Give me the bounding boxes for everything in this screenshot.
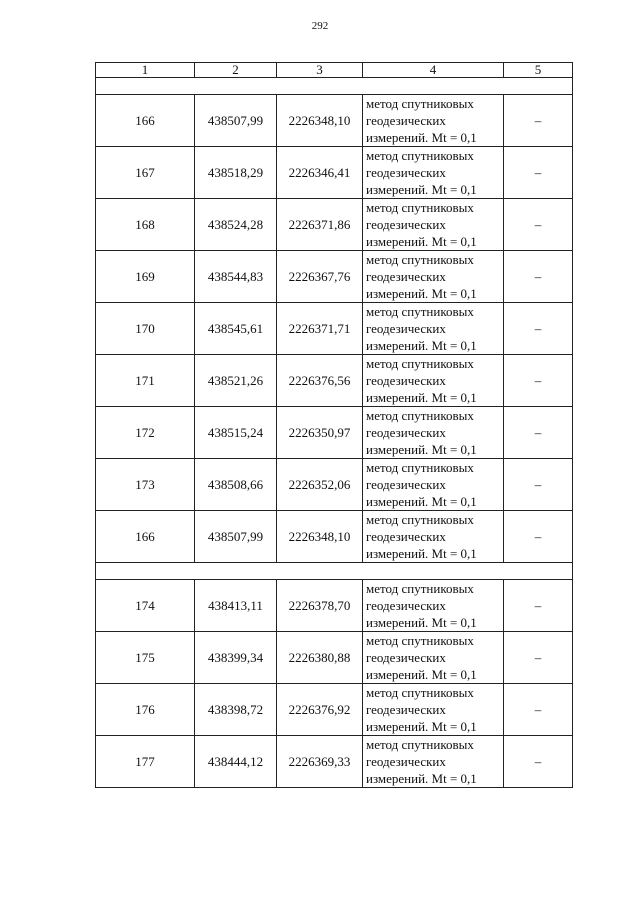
method-text-line: измерений. Mt = 0,1	[366, 442, 477, 457]
coordinate-x-cell: 438507,99	[195, 511, 277, 563]
method-cell	[363, 147, 504, 199]
coordinate-y-cell: 2226380,88	[277, 632, 363, 684]
method-text-line: метод спутниковых	[366, 148, 474, 163]
coordinate-y-cell: 2226367,76	[277, 251, 363, 303]
method-text-line: геодезических	[366, 373, 446, 388]
coordinate-x-cell: 438398,72	[195, 684, 277, 736]
table-row	[96, 407, 573, 459]
note-cell: –	[504, 95, 573, 147]
coordinate-y-cell: 2226371,86	[277, 199, 363, 251]
method-text-line: измерений. Mt = 0,1	[366, 615, 477, 630]
method-text-line: геодезических	[366, 321, 446, 336]
method-text-line: измерений. Mt = 0,1	[366, 130, 477, 145]
method-text-line: измерений. Mt = 0,1	[366, 338, 477, 353]
coordinate-x-cell: 438507,99	[195, 95, 277, 147]
note-cell: –	[504, 684, 573, 736]
note-cell: –	[504, 355, 573, 407]
method-text-line: геодезических	[366, 598, 446, 613]
table-row	[96, 199, 573, 251]
method-cell	[363, 459, 504, 511]
method-text-line: геодезических	[366, 529, 446, 544]
method-text-line: метод спутниковых	[366, 737, 474, 752]
coordinate-y-cell: 2226378,70	[277, 580, 363, 632]
coordinate-y-cell: 2226352,06	[277, 459, 363, 511]
coordinate-x-cell: 438413,11	[195, 580, 277, 632]
coordinate-y-cell: 2226346,41	[277, 147, 363, 199]
table-row	[96, 580, 573, 632]
point-number-cell: 167	[96, 147, 195, 199]
method-cell	[363, 684, 504, 736]
table-row	[96, 251, 573, 303]
coordinate-y-cell: 2226350,97	[277, 407, 363, 459]
method-text-line: измерений. Mt = 0,1	[366, 234, 477, 249]
section-separator-row	[96, 78, 573, 95]
point-number-cell: 177	[96, 736, 195, 788]
method-text-line: измерений. Mt = 0,1	[366, 286, 477, 301]
point-number-cell: 171	[96, 355, 195, 407]
method-text-line: метод спутниковых	[366, 252, 474, 267]
table-body	[96, 78, 573, 788]
method-cell	[363, 95, 504, 147]
table-row	[96, 459, 573, 511]
method-text-line: измерений. Mt = 0,1	[366, 771, 477, 786]
point-number-cell: 172	[96, 407, 195, 459]
table-row	[96, 632, 573, 684]
table-row	[96, 511, 573, 563]
table-row	[96, 355, 573, 407]
table-row	[96, 684, 573, 736]
note-cell: –	[504, 736, 573, 788]
coordinate-y-cell: 2226376,56	[277, 355, 363, 407]
table-row	[96, 303, 573, 355]
section-separator-cell	[96, 78, 573, 95]
method-text-line: метод спутниковых	[366, 304, 474, 319]
method-text-line: измерений. Mt = 0,1	[366, 182, 477, 197]
coordinate-x-cell: 438544,83	[195, 251, 277, 303]
method-cell	[363, 580, 504, 632]
coordinate-y-cell: 2226369,33	[277, 736, 363, 788]
coordinate-y-cell: 2226348,10	[277, 511, 363, 563]
page-number: 292	[311, 20, 329, 32]
method-text-line: геодезических	[366, 217, 446, 232]
header-cell-3: 3	[277, 63, 363, 78]
note-cell: –	[504, 580, 573, 632]
method-text-line: метод спутниковых	[366, 512, 474, 527]
note-cell: –	[504, 199, 573, 251]
method-text-line: метод спутниковых	[366, 685, 474, 700]
note-cell: –	[504, 459, 573, 511]
method-cell	[363, 303, 504, 355]
method-text-line: метод спутниковых	[366, 581, 474, 596]
method-text-line: геодезических	[366, 650, 446, 665]
section-separator-row	[96, 563, 573, 580]
header-row	[96, 63, 573, 78]
point-number-cell: 169	[96, 251, 195, 303]
coordinate-x-cell: 438399,34	[195, 632, 277, 684]
coordinate-x-cell: 438521,26	[195, 355, 277, 407]
note-cell: –	[504, 632, 573, 684]
point-number-cell: 166	[96, 95, 195, 147]
table-row	[96, 736, 573, 788]
method-text-line: измерений. Mt = 0,1	[366, 667, 477, 682]
method-cell	[363, 736, 504, 788]
header-cell-4: 4	[363, 63, 504, 78]
method-cell	[363, 632, 504, 684]
coordinate-x-cell: 438524,28	[195, 199, 277, 251]
header-cell-2: 2	[195, 63, 277, 78]
header-cell-5: 5	[504, 63, 573, 78]
note-cell: –	[504, 407, 573, 459]
method-text-line: геодезических	[366, 477, 446, 492]
method-cell	[363, 199, 504, 251]
point-number-cell: 175	[96, 632, 195, 684]
point-number-cell: 166	[96, 511, 195, 563]
method-text-line: геодезических	[366, 165, 446, 180]
note-cell: –	[504, 303, 573, 355]
note-cell: –	[504, 147, 573, 199]
section-separator-cell	[96, 563, 573, 580]
method-text-line: геодезических	[366, 754, 446, 769]
method-text-line: измерений. Mt = 0,1	[366, 390, 477, 405]
method-text-line: геодезических	[366, 269, 446, 284]
method-text-line: метод спутниковых	[366, 356, 474, 371]
method-text-line: измерений. Mt = 0,1	[366, 719, 477, 734]
method-cell	[363, 355, 504, 407]
coordinate-y-cell: 2226376,92	[277, 684, 363, 736]
coordinate-x-cell: 438518,29	[195, 147, 277, 199]
point-number-cell: 174	[96, 580, 195, 632]
method-text-line: измерений. Mt = 0,1	[366, 494, 477, 509]
coordinate-x-cell: 438515,24	[195, 407, 277, 459]
table-row	[96, 95, 573, 147]
coordinate-x-cell: 438508,66	[195, 459, 277, 511]
point-number-cell: 173	[96, 459, 195, 511]
coordinate-x-cell: 438444,12	[195, 736, 277, 788]
method-text-line: геодезических	[366, 113, 446, 128]
table-row	[96, 147, 573, 199]
note-cell: –	[504, 511, 573, 563]
method-text-line: геодезических	[366, 702, 446, 717]
point-number-cell: 168	[96, 199, 195, 251]
method-text-line: метод спутниковых	[366, 460, 474, 475]
method-text-line: геодезических	[366, 425, 446, 440]
coordinate-y-cell: 2226371,71	[277, 303, 363, 355]
coordinates-table	[95, 62, 573, 788]
point-number-cell: 176	[96, 684, 195, 736]
note-cell: –	[504, 251, 573, 303]
method-cell	[363, 407, 504, 459]
method-cell	[363, 511, 504, 563]
method-text-line: метод спутниковых	[366, 408, 474, 423]
method-cell	[363, 251, 504, 303]
header-cell-1: 1	[96, 63, 195, 78]
method-text-line: метод спутниковых	[366, 96, 474, 111]
coordinate-x-cell: 438545,61	[195, 303, 277, 355]
coordinate-y-cell: 2226348,10	[277, 95, 363, 147]
method-text-line: метод спутниковых	[366, 633, 474, 648]
point-number-cell: 170	[96, 303, 195, 355]
method-text-line: измерений. Mt = 0,1	[366, 546, 477, 561]
method-text-line: метод спутниковых	[366, 200, 474, 215]
